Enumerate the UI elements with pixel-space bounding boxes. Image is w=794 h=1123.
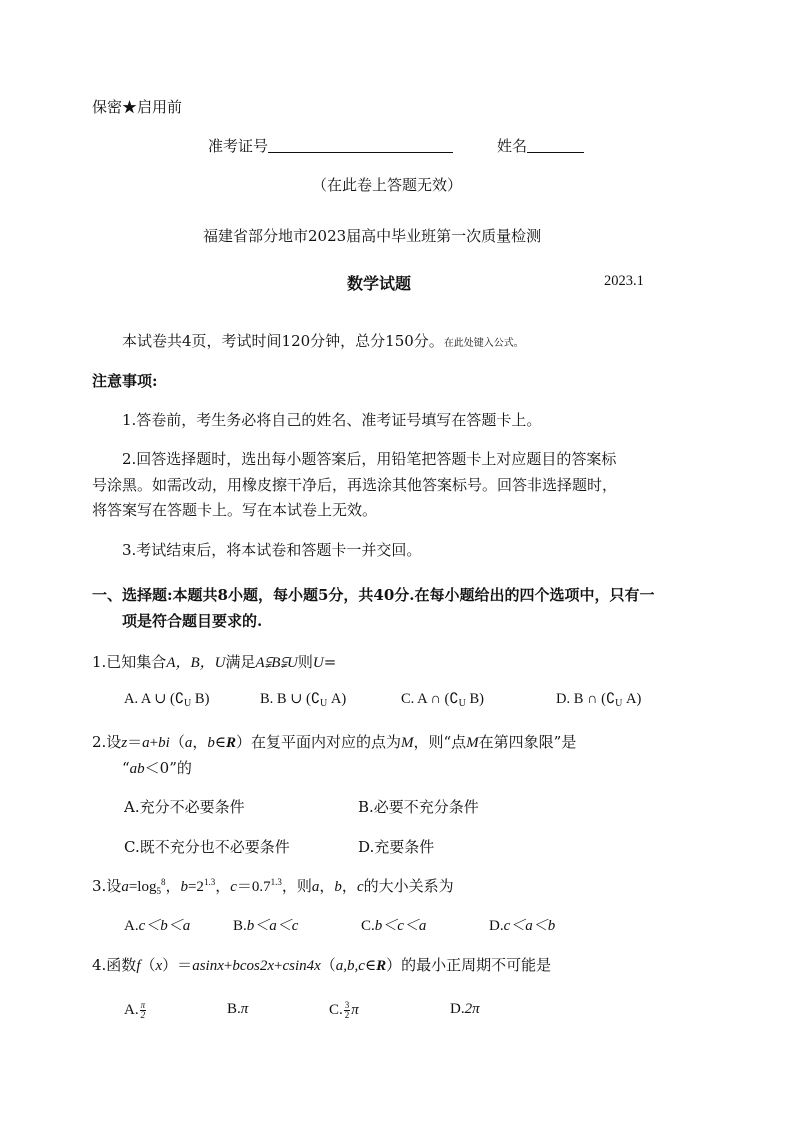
q2-var-ab: ab (129, 761, 145, 777)
q3-var-b2: b (334, 879, 342, 895)
q1-equals: = (323, 653, 337, 671)
q4-plus-2: + (273, 958, 283, 974)
q3-comma-4: ， (341, 877, 357, 895)
question-2-stem (92, 731, 576, 752)
q1-relation: A⫋B⫋U (255, 655, 298, 671)
q4-var-x: x (155, 958, 163, 974)
q2-var-a: a (142, 735, 150, 751)
q2-var-b: b (207, 735, 215, 751)
q3-text-3: 的大小关系为 (363, 877, 454, 895)
q1-option-b-sub: U (320, 698, 328, 709)
q1-text-3: 则 (297, 653, 313, 671)
q1-option-d[interactable] (556, 691, 641, 709)
q4-term-1: asinx (192, 958, 224, 974)
q1-option-a-tail: B) (194, 691, 210, 707)
q4-option-b-value: π (240, 1001, 249, 1017)
q4-in: ∈ (364, 958, 377, 974)
q3-exp: 1.3 (203, 877, 216, 887)
q3-option-a[interactable] (124, 914, 190, 935)
note-item-1: 1.答卷前，考生务必将自己的姓名、准考证号填写在答题卡上。 (122, 411, 542, 429)
q1-text-2: 满足 (225, 653, 256, 671)
intro-line (122, 330, 524, 351)
q1-option-b-text: B. B ∪ (∁ (260, 691, 321, 707)
intro-text: 本试卷共4页，考试时间120分钟，总分150分。 (122, 332, 444, 350)
q3-option-a-label: A. (124, 918, 139, 934)
q2-option-a[interactable]: A.充分不必要条件 (124, 798, 245, 816)
q2-text-4: 在第四象限”是 (478, 733, 577, 751)
q3-pow07: ＝0.7 (236, 879, 271, 895)
q1-option-a-text: A. A ∪ (∁ (124, 691, 185, 707)
q4-option-c-pi: π (351, 1001, 359, 1018)
q1-var-u: U (312, 655, 324, 671)
exam-title: 福建省部分地市2023届高中毕业班第一次质量检测 (203, 227, 542, 245)
q4-text: 4.函数 (92, 956, 137, 974)
q4-eq: ）＝ (162, 956, 193, 974)
q4-term-2: bcos2x (232, 958, 274, 974)
q4-func: f (136, 958, 141, 974)
q2-text: 2.设 (92, 733, 122, 751)
q4-option-a-den: 2 (140, 1010, 146, 1020)
q1-option-d-text: D. B ∩ (∁ (556, 691, 616, 707)
q4-option-c-label: C. (329, 1001, 343, 1018)
q1-option-d-sub: U (615, 698, 623, 709)
q3-pow2: =2 (187, 879, 204, 895)
q2-comma: ， (192, 733, 208, 751)
q3-var-c2: c (356, 879, 364, 895)
q4-option-b[interactable] (227, 1001, 248, 1018)
q4-reals: R (376, 958, 387, 974)
q4-option-c-fraction (344, 1001, 351, 1020)
q4-text-2: ）的最小正周期不可能是 (386, 956, 552, 974)
confidential-label: 保密★启用前 (92, 98, 183, 116)
name-blank (527, 136, 584, 153)
q4-option-c-num: 3 (344, 1000, 350, 1010)
q4-option-c-den: 2 (344, 1010, 350, 1020)
q3-option-d-label: D. (489, 918, 504, 934)
name-label: 姓名 (497, 137, 528, 155)
q3-log-base: 5 (156, 886, 161, 896)
q3-var-c: c (230, 879, 237, 895)
q3-option-b[interactable] (233, 914, 298, 935)
question-2-stem-cont (122, 757, 192, 778)
q2-option-c[interactable]: C.既不充分也不必要条件 (124, 838, 290, 856)
q2-option-d[interactable]: D.充要条件 (358, 838, 435, 856)
q4-option-a[interactable] (124, 1001, 147, 1020)
formula-note: 在此处键入公式。 (443, 338, 524, 349)
invalid-note: （在此卷上答题无效） (312, 176, 463, 194)
q4-paren-2: （ (320, 956, 336, 974)
q2-option-b[interactable]: B.必要不充分条件 (358, 798, 479, 816)
note-item-2-cont: 号涂黑。如需改动，用橡皮擦干净后，再选涂其他答案标号。回答非选择题时， (92, 476, 618, 494)
note-item-3: 3.考试结束后，将本试卷和答题卡一并交回。 (122, 541, 422, 559)
q2-var-z: z (121, 735, 128, 751)
section1-heading-cont: 项是符合题目要求的. (122, 612, 263, 630)
exam-id-label: 准考证号 (208, 137, 269, 155)
notes-title: 注意事项: (92, 372, 158, 390)
q3-comma-2: ， (215, 877, 231, 895)
q1-sets: A，B，U (166, 655, 226, 671)
q3-var-a: a (121, 879, 129, 895)
q2-plus: + (149, 735, 159, 751)
exam-id-blank (268, 136, 453, 153)
question-1-stem (92, 651, 336, 672)
q2-var-bi: bi (158, 735, 170, 751)
q1-option-b-tail: A) (330, 691, 347, 707)
q2-text-5: ＜0”的 (144, 759, 192, 777)
q2-var-a2: a (184, 735, 193, 751)
q3-option-a-expr: c＜b＜a (138, 918, 191, 934)
q2-reals: R (225, 735, 236, 751)
exam-id-row (208, 135, 453, 156)
q3-var-a2: a (311, 879, 320, 895)
q4-option-a-label: A. (124, 1001, 139, 1018)
q3-option-c[interactable] (361, 914, 426, 935)
q3-text: 3.设 (92, 877, 122, 895)
q2-var-m: M (400, 735, 414, 751)
q2-text-3: ，则“点 (413, 733, 467, 751)
q2-eq: ＝ (127, 733, 143, 751)
q1-text: 1.已知集合 (92, 653, 167, 671)
q4-plus: + (223, 958, 233, 974)
q3-exp-2: 1.3 (270, 877, 282, 887)
q4-paren: （ (140, 956, 156, 974)
q3-log: =log (128, 879, 157, 895)
q4-vars: a,b,c (335, 958, 365, 974)
q1-option-c-tail: B) (469, 691, 484, 707)
q2-quote: “ (122, 759, 130, 777)
q1-option-c-sub: U (458, 698, 466, 709)
q3-comma: ， (165, 877, 181, 895)
q4-option-d[interactable] (450, 1001, 480, 1018)
q2-in: ∈ (214, 735, 226, 751)
question-4-stem (92, 954, 551, 975)
q3-option-b-label: B. (233, 918, 247, 934)
q4-option-d-label: D. (450, 1001, 465, 1017)
q4-option-c[interactable] (329, 1001, 359, 1020)
q3-option-b-expr: b＜a＜c (246, 918, 299, 934)
q2-text-2: ）在复平面内对应的点为 (235, 733, 401, 751)
q2-paren: （ (169, 733, 185, 751)
note-item-2-cont2: 将答案写在答题卡上。写在本试卷上无效。 (92, 501, 378, 519)
exam-date: 2023.1 (604, 273, 644, 289)
q3-option-d-expr: c＜a＜b (503, 918, 556, 934)
q1-option-c[interactable] (401, 691, 484, 709)
q4-option-b-label: B. (227, 1001, 241, 1017)
q1-option-c-text: C. A ∩ (∁ (401, 691, 459, 707)
q3-var-b: b (180, 879, 188, 895)
q1-option-d-tail: A) (626, 691, 642, 707)
q1-option-b[interactable] (260, 691, 346, 709)
q1-option-a[interactable] (124, 691, 209, 709)
name-row (497, 135, 584, 156)
q4-option-a-fraction (140, 1001, 147, 1020)
section1-heading: 一、选择题:本题共8小题，每小题5分，共40分.在每小题给出的四个选项中，只有一 (92, 586, 655, 604)
q4-option-a-num: π (140, 1000, 146, 1010)
q3-option-c-label: C. (361, 918, 375, 934)
q1-option-a-sub: U (184, 698, 192, 709)
q3-option-c-expr: b＜c＜a (374, 918, 427, 934)
q2-var-m2: M (466, 735, 479, 751)
note-item-2: 2.回答选择题时，选出每小题答案后，用铅笔把答题卡上对应题目的答案标 (122, 450, 617, 468)
question-3-stem (92, 875, 454, 896)
q4-term-3: csin4x (282, 958, 321, 974)
subject-title: 数学试题 (347, 274, 412, 293)
q3-log-arg: 8 (160, 877, 166, 887)
q3-comma-3: ， (319, 877, 335, 895)
q3-text-2: ，则 (281, 877, 312, 895)
q4-option-d-value: 2π (464, 1001, 480, 1017)
q3-option-d[interactable] (489, 914, 555, 935)
